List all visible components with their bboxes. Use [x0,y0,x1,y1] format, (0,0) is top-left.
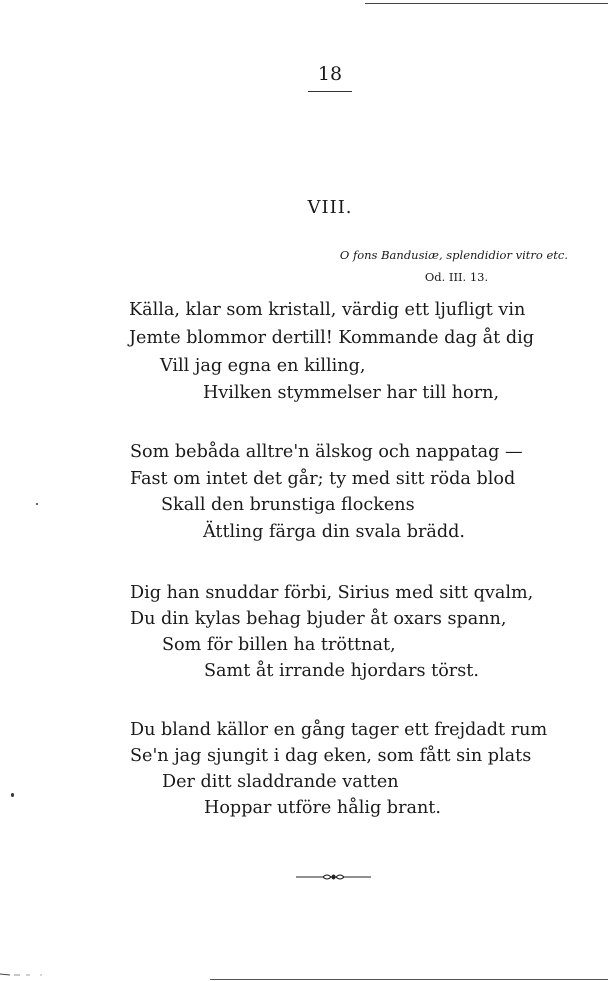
verse-line: Ättling färga din svala brädd. [203,522,465,542]
epigraph-reference: Od. III. 13. [424,270,489,284]
scan-speck [36,503,38,505]
verse-line: Som bebåda alltre'n älskog och nappatag — [130,442,523,462]
verse-line: Hoppar utföre hålig brant. [204,798,441,818]
verse-line: Se'n jag sjungit i dag eken, som fått sin plats [130,746,532,766]
verse-line: Du bland källor en gång tager ett frejdadt rum [130,720,548,740]
verse-line: Dig han snuddar förbi, Sirius med sitt qvalm, [130,583,534,603]
page-number: 18 [317,63,343,85]
epigraph-quote: O fons Bandusiæ, splendidior vitro etc. [339,248,568,262]
verse-line: Samt åt irrande hjordars törst. [204,661,479,681]
verse-line: Fast om intet det går; ty med sitt röda blod [130,469,516,489]
fleuron-ornament-icon [296,868,371,886]
scan-speck [11,793,14,797]
verse-line: Källa, klar som kristall, värdig ett ljufligt vin [129,300,526,320]
verse-line: Du din kylas behag bjuder åt oxars spann, [130,609,507,629]
verse-line: Hvilken stymmelser har till horn, [203,383,500,403]
verse-line: Som för billen ha tröttnat, [162,635,396,655]
poem-title: VIII. [307,197,353,218]
verse-line: Skall den brunstiga flockens [161,495,415,515]
scan-edge-mark [0,969,55,979]
verse-line: Jemte blommor dertill! Kommande dag åt dig [129,328,534,348]
page-number-underline [308,91,352,92]
verse-line: Der ditt sladdrande vatten [162,772,399,792]
bottom-edge-rule [210,979,608,980]
verse-line: Vill jag egna en killing, [160,356,366,376]
top-edge-rule [365,3,608,4]
